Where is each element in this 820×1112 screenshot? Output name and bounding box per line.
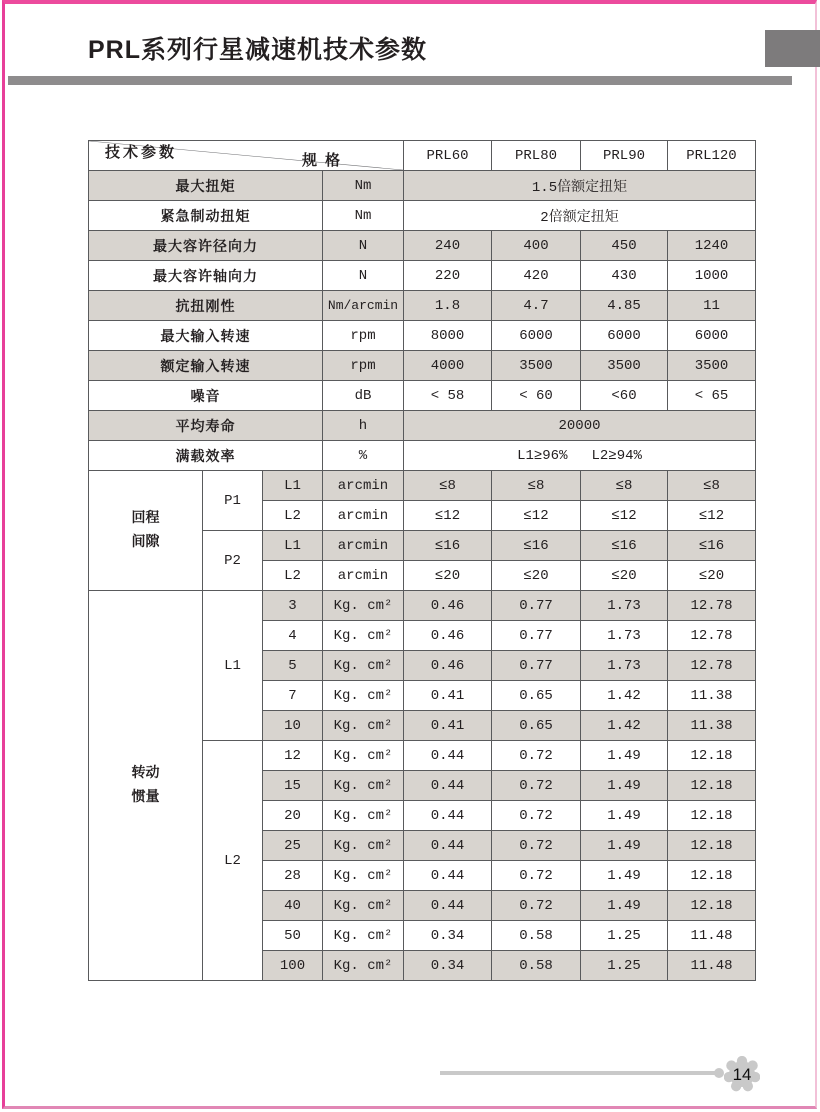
unit-cell: Kg. cm² [323, 891, 404, 921]
table-row [89, 411, 756, 441]
param-label-cell: 最大输入转速 [89, 321, 323, 351]
value-cell: 8000 [404, 321, 492, 351]
table-row [89, 591, 756, 621]
footer-rule-dot [714, 1068, 724, 1078]
diagonal-header-cell [89, 141, 404, 171]
value-cell: < 60 [492, 381, 581, 411]
value-cell: 1240 [668, 231, 756, 261]
param-label-cell: 平均寿命 [89, 411, 323, 441]
value-cell: ≤20 [492, 561, 581, 591]
table-row [89, 441, 756, 471]
value-cell: 1.49 [581, 801, 668, 831]
value-cell: 4.85 [581, 291, 668, 321]
value-cell: 0.34 [404, 921, 492, 951]
value-cell: 11.48 [668, 951, 756, 981]
unit-cell: Kg. cm² [323, 801, 404, 831]
value-cell: 3500 [581, 351, 668, 381]
unit-cell: Kg. cm² [323, 831, 404, 861]
value-cell: 220 [404, 261, 492, 291]
footer-rule [440, 1071, 718, 1075]
merged-value-cell: 1.5倍额定扭矩 [404, 171, 756, 201]
value-cell: ≤12 [668, 501, 756, 531]
value-cell: <60 [581, 381, 668, 411]
value-cell: 1.73 [581, 621, 668, 651]
table-header-row [89, 141, 756, 171]
value-cell: 6000 [581, 321, 668, 351]
value-cell: ≤20 [581, 561, 668, 591]
unit-cell: Kg. cm² [323, 741, 404, 771]
param-corner-label: 技术参数 [105, 144, 178, 161]
value-cell: 1.49 [581, 891, 668, 921]
value-cell: 1.49 [581, 831, 668, 861]
title-corner-block [765, 30, 820, 67]
stage-cell: L2 [263, 561, 323, 591]
model-header: PRL60 [404, 141, 492, 171]
value-cell: 1.49 [581, 861, 668, 891]
value-cell: ≤8 [492, 471, 581, 501]
value-cell: 0.72 [492, 801, 581, 831]
table-row [89, 231, 756, 261]
precision-group-cell: P1 [203, 471, 263, 531]
value-cell: 0.72 [492, 861, 581, 891]
value-cell: ≤16 [404, 531, 492, 561]
unit-cell: h [323, 411, 404, 441]
value-cell: 0.72 [492, 741, 581, 771]
value-cell: 0.77 [492, 651, 581, 681]
ratio-cell: 100 [263, 951, 323, 981]
value-cell: 1.25 [581, 921, 668, 951]
merged-value-cell: 20000 [404, 411, 756, 441]
unit-cell: arcmin [323, 561, 404, 591]
ratio-cell: 5 [263, 651, 323, 681]
unit-cell: Kg. cm² [323, 861, 404, 891]
model-header: PRL90 [581, 141, 668, 171]
value-cell: 11.38 [668, 711, 756, 741]
param-label-cell: 满载效率 [89, 441, 323, 471]
stage-cell: L2 [263, 501, 323, 531]
value-cell: 12.18 [668, 891, 756, 921]
value-cell: ≤16 [668, 531, 756, 561]
unit-cell: Kg. cm² [323, 711, 404, 741]
stage-group-cell: L1 [203, 591, 263, 741]
value-cell: 1.8 [404, 291, 492, 321]
value-cell: 0.72 [492, 891, 581, 921]
unit-cell: N [323, 261, 404, 291]
value-cell: 1.42 [581, 681, 668, 711]
value-cell: 12.18 [668, 861, 756, 891]
unit-cell: Nm [323, 171, 404, 201]
value-cell: 0.65 [492, 681, 581, 711]
ratio-cell: 40 [263, 891, 323, 921]
value-cell: ≤8 [668, 471, 756, 501]
ratio-cell: 15 [263, 771, 323, 801]
ratio-cell: 7 [263, 681, 323, 711]
value-cell: 12.18 [668, 831, 756, 861]
value-cell: 420 [492, 261, 581, 291]
value-cell: 0.72 [492, 831, 581, 861]
unit-cell: Kg. cm² [323, 951, 404, 981]
unit-cell: Kg. cm² [323, 681, 404, 711]
value-cell: 0.44 [404, 741, 492, 771]
stage-group-cell: L2 [203, 741, 263, 981]
value-cell: 400 [492, 231, 581, 261]
value-cell: ≤12 [581, 501, 668, 531]
gear-icon [724, 1056, 760, 1092]
value-cell: 0.44 [404, 801, 492, 831]
value-cell: 1.49 [581, 741, 668, 771]
value-cell: 0.44 [404, 831, 492, 861]
ratio-cell: 12 [263, 741, 323, 771]
unit-cell: arcmin [323, 501, 404, 531]
value-cell: 1.73 [581, 591, 668, 621]
value-cell: 12.78 [668, 651, 756, 681]
unit-cell: Kg. cm² [323, 921, 404, 951]
efficiency-l1: L1≥96% [517, 447, 568, 464]
value-cell: 1.25 [581, 951, 668, 981]
ratio-cell: 10 [263, 711, 323, 741]
value-cell: 0.77 [492, 621, 581, 651]
value-cell: ≤8 [404, 471, 492, 501]
unit-cell: Kg. cm² [323, 621, 404, 651]
table-row [89, 471, 756, 501]
value-cell: 12.18 [668, 801, 756, 831]
value-cell: < 58 [404, 381, 492, 411]
ratio-cell: 50 [263, 921, 323, 951]
title-underline [8, 76, 792, 85]
value-cell: 4000 [404, 351, 492, 381]
value-cell: 1.42 [581, 711, 668, 741]
stage-cell: L1 [263, 531, 323, 561]
table-row [89, 381, 756, 411]
value-cell: 6000 [492, 321, 581, 351]
ratio-cell: 28 [263, 861, 323, 891]
unit-cell: arcmin [323, 531, 404, 561]
param-label-cell: 最大扭矩 [89, 171, 323, 201]
value-cell: 3500 [668, 351, 756, 381]
table-row [89, 321, 756, 351]
table-row [89, 261, 756, 291]
table-row [89, 201, 756, 231]
page-number: 14 [732, 1065, 752, 1085]
ratio-cell: 25 [263, 831, 323, 861]
value-cell: ≤12 [404, 501, 492, 531]
unit-cell: N [323, 231, 404, 261]
ratio-cell: 3 [263, 591, 323, 621]
value-cell: 0.46 [404, 621, 492, 651]
precision-group-cell: P2 [203, 531, 263, 591]
backlash-section-label: 回程 间隙 [89, 471, 203, 591]
value-cell: 0.65 [492, 711, 581, 741]
param-label-cell: 噪音 [89, 381, 323, 411]
value-cell: 6000 [668, 321, 756, 351]
value-cell: 0.41 [404, 681, 492, 711]
value-cell: 0.58 [492, 921, 581, 951]
unit-cell: Kg. cm² [323, 591, 404, 621]
value-cell: 0.44 [404, 891, 492, 921]
value-cell: 0.77 [492, 591, 581, 621]
value-cell: 11.48 [668, 921, 756, 951]
value-cell: 1.49 [581, 771, 668, 801]
value-cell: 11.38 [668, 681, 756, 711]
value-cell: 0.44 [404, 861, 492, 891]
unit-cell: rpm [323, 351, 404, 381]
unit-cell: arcmin [323, 471, 404, 501]
unit-cell: rpm [323, 321, 404, 351]
value-cell: 450 [581, 231, 668, 261]
value-cell: ≤16 [581, 531, 668, 561]
unit-cell: Nm/arcmin [323, 291, 404, 321]
table-row [89, 291, 756, 321]
value-cell: 12.78 [668, 621, 756, 651]
value-cell: 12.18 [668, 741, 756, 771]
value-cell: 430 [581, 261, 668, 291]
stage-cell: L1 [263, 471, 323, 501]
page-title: PRL系列行星减速机技术参数 [88, 36, 428, 64]
value-cell: 0.44 [404, 771, 492, 801]
value-cell: 4.7 [492, 291, 581, 321]
value-cell: 0.46 [404, 651, 492, 681]
value-cell: 0.34 [404, 951, 492, 981]
unit-cell: Kg. cm² [323, 651, 404, 681]
table-row [89, 351, 756, 381]
unit-cell: Kg. cm² [323, 771, 404, 801]
param-label-cell: 紧急制动扭矩 [89, 201, 323, 231]
value-cell: ≤20 [404, 561, 492, 591]
value-cell: 0.72 [492, 771, 581, 801]
value-cell: < 65 [668, 381, 756, 411]
param-label-cell: 最大容许轴向力 [89, 261, 323, 291]
value-cell: ≤8 [581, 471, 668, 501]
value-cell: ≤12 [492, 501, 581, 531]
value-cell: 11 [668, 291, 756, 321]
value-cell: 0.46 [404, 591, 492, 621]
unit-cell: Nm [323, 201, 404, 231]
param-label-cell: 额定输入转速 [89, 351, 323, 381]
value-cell: ≤16 [492, 531, 581, 561]
value-cell: 1.73 [581, 651, 668, 681]
ratio-cell: 20 [263, 801, 323, 831]
unit-cell: % [323, 441, 404, 471]
ratio-cell: 4 [263, 621, 323, 651]
spec-table [88, 140, 756, 981]
value-cell: 0.58 [492, 951, 581, 981]
merged-value-cell: 2倍额定扭矩 [404, 201, 756, 231]
table-row [89, 171, 756, 201]
param-label-cell: 最大容许径向力 [89, 231, 323, 261]
value-cell: 1000 [668, 261, 756, 291]
value-cell: ≤20 [668, 561, 756, 591]
value-cell: 3500 [492, 351, 581, 381]
spec-corner-label: 规格 [301, 152, 348, 169]
efficiency-l2: L2≥94% [591, 447, 642, 464]
model-header: PRL80 [492, 141, 581, 171]
unit-cell: dB [323, 381, 404, 411]
value-cell: 12.18 [668, 771, 756, 801]
value-cell: 12.78 [668, 591, 756, 621]
inertia-section-label: 转动 惯量 [89, 591, 203, 981]
param-label-cell: 抗扭刚性 [89, 291, 323, 321]
value-cell: 240 [404, 231, 492, 261]
model-header: PRL120 [668, 141, 756, 171]
merged-value-cell [404, 441, 756, 471]
value-cell: 0.41 [404, 711, 492, 741]
